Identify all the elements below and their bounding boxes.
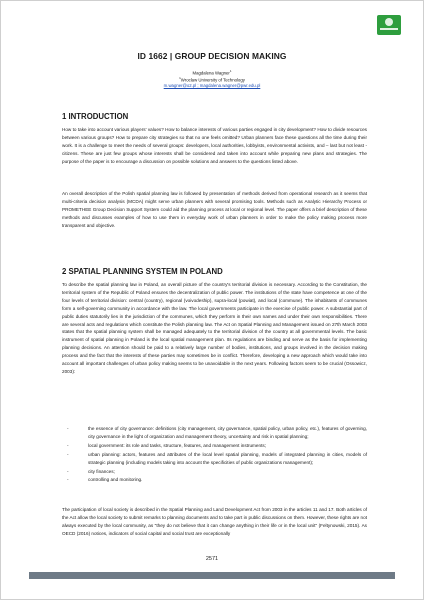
footer-bar [29,572,395,579]
section-heading-spatial-planning: 2 SPATIAL PLANNING SYSTEM IN POLAND [62,267,223,276]
list-dash: - [67,442,69,448]
list-dash: - [67,468,69,474]
list-dash: - [67,426,69,431]
intro-paragraph-1: How to take into account various players' values? How to balance interests of various parties engaged in city development? How to divide resources between various groups? How to prepare city strategies so that no one feels omitted? Urban planners face these questions all the time during their work. It is a challenge to meet the needs of several groups: developers, local authorities, lobbyists, environmental activists, and – last but not least - citizens. These are just few groups whose interests shall be considered and taken into account while preparing new plans and strategies. The purpose of the paper is to encourage a discussion on possible solutions and answers to the questions listed above. [62,127,367,164]
paper-title: ID 1662 | GROUP DECISION MAKING [137,51,287,61]
author-superscript: 1 [229,69,232,73]
list-item: - controlling and monitoring. [67,477,143,483]
affiliation: Wroclaw University of Technology [180,77,245,83]
author-emails[interactable]: m.wagner@o2.pl ; magdalena.wagner@pwr.edu.pl [163,83,261,89]
conference-logo-icon [371,13,407,37]
intro-paragraph-2: An overall description of the Polish spatial planning law is followed by presentation of methods derived from operational research as it seems that multi-criteria decision analysis (MCDA) might serve urban planners with several promising tools. Methods such as Analytic Hierarchy Process or PROMETHEE Group Decision Support System could aid the planning process at local or regional level. The paper offers a brief description of these methods and discusses examples of how to use them in everyday work of urban planners in order to make the policy making process more transparent and objective. [62,191,367,228]
list-dash: - [67,451,69,457]
author-name: Magdalena Wagner [192,70,230,76]
list-item: - the essence of city governance: definitions (city management, city governance, spatial policy, urban policy, etc.), features of governing, city governance in the light of organization and management theory, uncertainty and risk in spatial planning; [67,426,367,439]
factors-list [67,425,367,485]
list-item: - city finances; [67,468,115,474]
affiliation-superscript: 1 [179,76,181,81]
section-heading-introduction: 1 INTRODUCTION [62,112,129,121]
list-item: - local government: its role and tasks, structure, features, and management instruments; [67,442,266,448]
author-block [1,69,423,89]
page-number: 2571 [205,556,219,562]
spatial-paragraph-1: To describe the spatial planning law in Poland, an overall picture of the country's territorial division is necessary. According to the Constitution, the territorial system of the Republic of Poland ensures the decentralization of public power. The institutions of the state have competence at one of the four levels of territorial division: central (country), regional (voivodeship), supra-local (powiat), and local (commune). The inhabitants of communes form a self-governing community in accordance with the law. The local governments participate in the exercise of public power. A substantial part of public duties statutorily lies in the jurisdiction of the communes, which they perform in their own names and under their own responsibilities. There are several acts and regulations which constitute the Polish planning law. The Act on Spatial Planning and Management issued on 27th March 2003 states that the spatial planning system shall be managed adequately to the territorial division of the country at all governmental levels. The basic instrument of spatial planning in Poland is the local spatial management plan. Its regulations are binding and serve as the basis for implementing planning decisions. An attention should be paid to a relatively large number of bodies, institutions, and groups involved in the decision making process and the fact that the interests of these parties may sometimes be in conflict. Therefore, developing a new approach which would take into account all important challenges of urban policy making seems to be unavoidable in the next years. Following factors seem to be crucial (Ossowicz, 2003): [62,282,367,374]
list-item: - urban planning: actors, features and attributes of the local level spatial planning, models of integrated planning in cities, models of strategic planning (including models taking into account the specificities of public organizations management); [67,451,367,465]
spatial-paragraph-2: The participation of local society is described in the Spatial Planning and Land Development Act from 2003 in the articles 11 and 17. Both articles of the Act allow the local society to submit remarks to planning documents and to take part in public discussions on them. However, these rights are not always executed by the local community, as "they do not believe that it can change anything in their life or in the local unit" (Feltynowski, 2015). As OECD (2016) notices, indicators of social capital and social trust are exceptionally [62,507,367,536]
list-dash: - [67,477,69,483]
